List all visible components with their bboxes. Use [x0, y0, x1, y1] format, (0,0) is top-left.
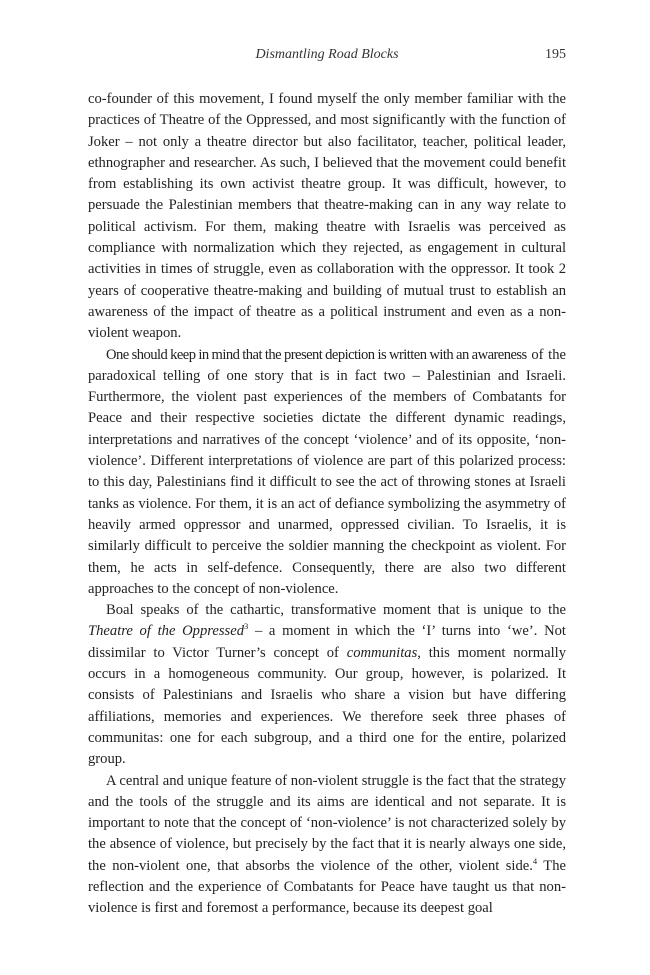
paragraph-3	[88, 600, 566, 770]
paragraph-4	[88, 771, 566, 920]
paragraph-4-text-b: The reflection and the experience of Combatants for Peace have taught us that non-violence is first and foremost a performance, because its deepest goal	[88, 857, 567, 917]
page-number: 195	[545, 47, 566, 62]
communitas-italic: communitas	[346, 644, 418, 661]
footnote-marker-4[interactable]: 4	[532, 855, 538, 866]
paragraph-2-rest: of the paradoxical telling of one story that is in fact two – Palestinian and Israeli. Furthermore, the violent past experiences of the members of Combatants for Peace and their respective societies dictate the different dynamic readings, interpretations and narratives of the concept ‘violence’ and of its opposite, ‘non-violence’. Different interpretations of violence are part of this polarized process: to this day, Palestinians find it difficult to see the act of throwing stones at Israeli tanks as violence. For them, it is an act of defiance symbolizing the asymmetry of heavily armed oppressor and unarmed, oppressed civilian. To Israelis, it is similarly difficult to perceive the soldier manning the checkpoint as violent. For them, he acts in self-defence. Consequently, there are also two different approaches to the concept of non-violence.	[88, 346, 566, 597]
paragraph-2	[88, 345, 566, 601]
paragraph-1: co-founder of this movement, I found myself the only member familiar with the practices of Theatre of the Oppressed, and most significantly with the function of Joker – not only a theatre director but also facilitator, teacher, political leader, ethnographer and researcher. As such, I believed that the movement could benefit from establishing its own activist theatre group. It was difficult, however, to persuade the Palestinian members that theatre-making can in any way relate to political activism. For them, making theatre with Israelis was perceived as compliance with normalization which they rejected, as engagement in cultural activities in times of struggle, even as collaboration with the oppressor. It took 2 years of cooperative theatre-making and building of mutual trust to establish an awareness of the impact of theatre as a political instrument and even as a non-violent weapon.	[88, 91, 566, 342]
paragraph-2-lead: One should keep in mind that the present depiction is written with an awareness	[106, 346, 527, 363]
paragraph-3-text-a: Boal speaks of the cathartic, transformative moment that is unique to the	[106, 602, 566, 619]
book-title-italic: Theatre of the Oppressed	[88, 623, 244, 640]
running-head	[88, 46, 566, 66]
footnote-marker-3[interactable]: 3	[244, 621, 249, 632]
paragraph-3-text-b: – a moment in which the ‘I’ turns into ‘we’. Not dissimilar to Victor Turner’s concept of	[88, 623, 566, 661]
body-text	[88, 89, 566, 920]
paragraph-3-text-c: , this moment normally occurs in a homogeneous community. Our group, however, is polarized. It consists of Palestinians and Israelis who share a vision but have differing affiliations, memories and experiences. We therefore seek three phases of communitas: one for each subgroup, and a third one for the entire, polarized group.	[88, 644, 566, 768]
paragraph-4-text-a: A central and unique feature of non-violent struggle is the fact that the strategy and the tools of the struggle and its aims are identical and not separate. It is important to note that the concept of ‘non-violence’ is not characterized solely by the absence of violence, but precisely by the fact that it is nearly always one side, the non-violent one, that absorbs the violence of the other, violent side.	[88, 772, 566, 874]
running-title: Dismantling Road Blocks	[255, 47, 399, 62]
